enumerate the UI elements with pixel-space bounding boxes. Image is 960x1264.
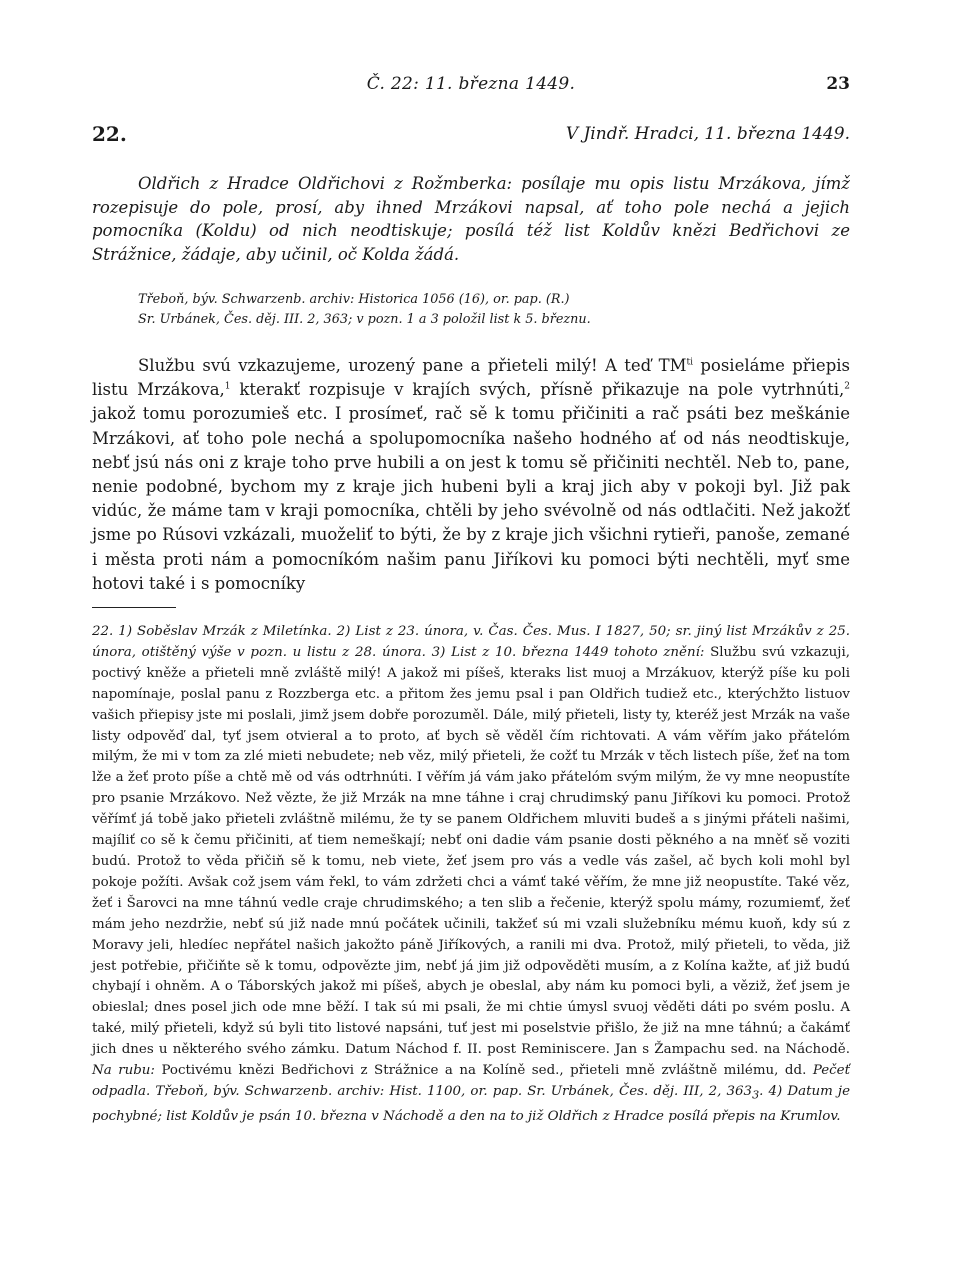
regest-summary: Oldřich z Hradce Oldřichovi z Rožmberka: posílaje mu opis listu Mrzákova, jímž rozepisuje do pole, prosí, aby ihned Mrzákovi napsal, ať toho pole nechá a jejich pomocníka (Koldu) od nich neodtiskuje; posílá též list Koldův knězi Bedřichovi ze Strážnice, žádaje, aby učinil, oč Kolda žádá. xyxy=(92,174,850,264)
footnote-seal-end: . xyxy=(759,1083,764,1099)
letter-body xyxy=(92,354,850,596)
body-part-4: jakož tomu porozumieš etc. I prosímeť, rač sě k tomu přičiniti a rač psáti bez meškánie Mrzákovi, ať toho pole nechá a spolupomocníka našeho hodného ať od nás neodtiskuje, nebť jsú nás oni z kraje toho prve hubili a on jest k tomu sě přičiniti nechtěl. Neb to, pane, nenie podobné, bychom my z kraje jich hubeni byli a kraj jich aby v pokoji byl. Již pak vidúc, že máme tam v kraji pomocníka, chtěli by jeho svévolně od nás odtlačiti. Než jakožť jsme po Rúsovi vzkázali, muoželiť to býti, že by z kraje jich všichni rytieři, panoše, zemané i města proti nám a pomocníkóm našim panu Jiříkovi ku pomoci býti nechtěli, myť sme hotovi také i s pomocníky xyxy=(92,404,850,593)
document-place-date: V Jindř. Hradci, 11. března 1449. xyxy=(565,124,850,144)
page-number: 23 xyxy=(826,74,850,94)
footnote-rubu-text: Poctivému knězi Bedřichovi z Strážnice a na Kolíně sed., přieteli mně zvláštně milému, dd. xyxy=(154,1063,807,1079)
footnote-divider xyxy=(92,607,176,608)
body-part-1: Službu svú vzkazujeme, urozený pane a přieteli milý! A teď TM xyxy=(138,356,687,375)
footnote-ref-1: 1 xyxy=(224,381,231,392)
source-literature-line: Sr. Urbánek, Čes. děj. III. 2, 363; v pozn. 1 a 3 položil list k 5. březnu. xyxy=(138,312,591,327)
document-number: 22. xyxy=(92,122,127,146)
running-header xyxy=(92,74,850,100)
body-part-2: posieláme přiepis listu Mrzákova, xyxy=(92,356,850,400)
footnote-rubu-label: Na rubu: xyxy=(92,1063,155,1079)
footnote-ref-2: 2 xyxy=(844,381,850,392)
footnotes xyxy=(92,622,850,1127)
footnote-seal-source: Pečeť odpadla. Třeboň, býv. Schwarzenb. archiv: Hist. 1100, or. pap. Sr. Urbánek, Čes. děj. III, 2, 363 xyxy=(92,1063,850,1099)
body-part-3: kterakť rozpisuje v krajích svých, přísně přikazuje na pole vytrhnúti, xyxy=(230,380,845,400)
footnote-3-letter-text: Službu svú vzkazuji, poctivý kněže a přieteli mně zvláště milý! A jakož mi píšeš, kteraks list muoj a Mrzákuov, kterýž píše ku poli napomínaje, poslal panu z Rozzberga etc. a přitom žes jemu psal i pan Oldřich tudiež etc., kterýchžto listuov vašich přiepisy jste mi poslali, jimž jsem dobře porozuměl. Dále, milý přieteli, listy ty, kteréž jest Mrzák na vaše listy odpověď dal, tyť jsem otvieral a to proto, ať bych sě věděl čím richtovati. A vám věřím jako přátelóm milým, že mi v tom za zlé mieti nebudete; neb věz, milý přieteli, že cožť tu Mrzák v těch listech píše, žeť na tom lže a žeť proto píše a chtě mě od vás odtrhnúti. I věřím já vám jako přátelóm svým milým, že vy mne neopustíte pro psanie Mrzákovo. Než vězte, že již Mrzák na mne táhne i craj chrudimský panu Jiříkovi ku pomoci. Protož věřímť já tobě jako přieteli zvláštně milému, že ty se panem Oldřichem mluviti budeš a s jinými přáteli našimi, majíliť co sě k čemu přičiniti, ať tiem nemeškají; nebť oni dadie vám psanie dosti pěkného a na mněť sě voziti budú. Protož to věda přičiň sě k tomu, neb viete, žeť jsem pro vás a vedle vás zašel, ač bych koli mohl byl pokoje požíti. Avšak což jsem vám řekl, to vám zdržeti chci a vámť také věřím, že mne již neopustíte. Také věz, žeť i Šarovci na mne táhnú vedle craje chrudimského; a ten slib a řečenie, kterýž spolu mámy, rozumiemť, žeť mám jeho nezdržie, nebť sú již nade mnú počátek učinili, takžeť sú mi vzali služebníku mému kuoň, kdy sú z Moravy jeli, hledíec nepřátel našich jakožto páně Jiříkových, a ranili mi dva. Protož, milý přieteli, to věda, již jest potřebie, přičiňte sě k tomu, odpovězte jim, nebť já jim již odpověděti musím, a z Kolína kažte, ať již budú chybají i ohněm. A o Táborských jakož mi píšeš, abych je obeslal, aby nám ku pomoci byli, a věziž, žeť jsem je obieslal; dnes posel jich ode mne běží. I tak sú mi psali, že mi chtie úmysl svuoj věděti dáti po svém poslu. A také, milý přieteli, když sú byli tito listové napsáni, tuť jest mi poselstvie přišlo, že již na mne táhnú; a čakámť jich dnes u některého svého zámku. Datum Náchod f. II. post Reminiscere. Jan s Žampachu sed. na Náchodě. xyxy=(92,644,850,1058)
running-title: Č. 22: 11. března 1449. xyxy=(366,74,576,94)
footnote-4: 4) Datum je pochybné; list Koldův je psán 10. března v Náchodě a den na to již Oldřich z Hradce posílá přepis na Krumlov. xyxy=(92,1083,850,1124)
footnote-seal-sub: 3 xyxy=(752,1088,760,1102)
document-heading xyxy=(92,122,850,148)
tm-superscript: ti xyxy=(686,357,693,368)
source-citation xyxy=(138,290,850,330)
footnote-1-3-intro: 22. 1) Soběslav Mrzák z Miletínka. 2) List z 23. února, v. Čas. Čes. Mus. I 1827, 50; sr. jiný list Mrzákův z 25. února, otištěný výše v pozn. u listu z 28. února. 3) List z 10. března 1449 tohoto znění: xyxy=(92,624,850,660)
source-archive-line: Třeboň, býv. Schwarzenb. archiv: Historica 1056 (16), or. pap. (R.) xyxy=(138,292,570,307)
